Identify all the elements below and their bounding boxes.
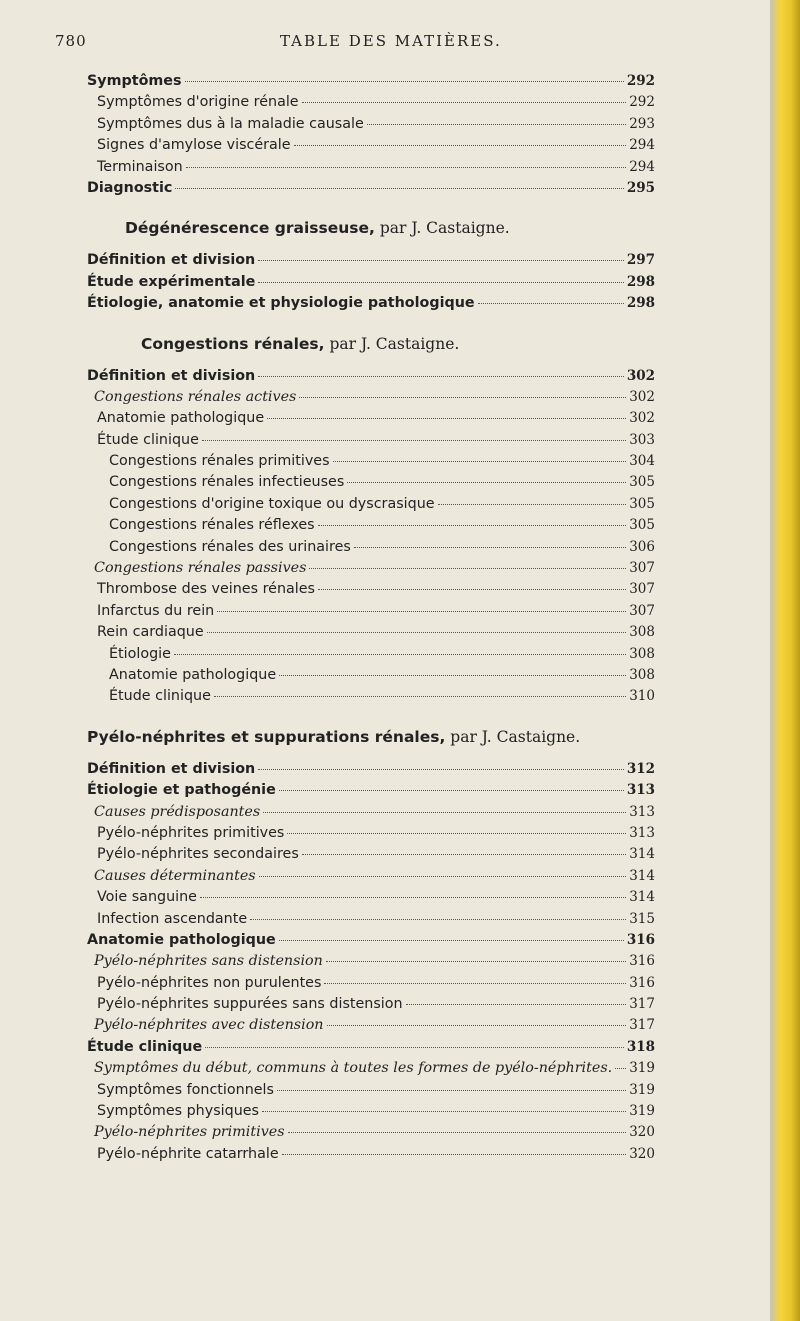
- toc-entry: [87, 825, 655, 846]
- toc-entry: [87, 804, 655, 825]
- toc-entry-label: Définition et division: [87, 367, 256, 384]
- toc-entry-page: 320: [629, 1124, 655, 1141]
- toc-entry-label: Anatomie pathologique: [109, 666, 277, 683]
- toc-entry: [87, 496, 655, 517]
- toc-entry-label: Anatomie pathologique: [87, 931, 276, 948]
- toc-entry-page: 298: [626, 295, 655, 312]
- toc-entry: [87, 1124, 655, 1145]
- toc-block-pyelonephrites: [87, 761, 655, 1167]
- toc-entry: [87, 1017, 655, 1038]
- toc-entry-page: 314: [629, 867, 655, 884]
- dot-leader: [174, 654, 626, 655]
- toc-entry: [87, 581, 655, 602]
- dot-leader: [354, 547, 626, 548]
- toc-entry-label: Étude clinique: [87, 1038, 203, 1055]
- dot-leader: [302, 854, 626, 855]
- toc-entry-label: Infarctus du rein: [97, 602, 215, 619]
- toc-entry: [87, 624, 655, 645]
- toc-entry-label: Pyélo-néphrites primitives: [97, 824, 285, 841]
- toc-entry-label: Congestions rénales actives: [94, 388, 297, 405]
- dot-leader: [279, 940, 624, 941]
- toc-entry-label: Pyélo-néphrites non purulentes: [97, 974, 322, 991]
- dot-leader: [200, 897, 626, 898]
- toc-entry: [87, 274, 655, 295]
- toc-entry-label: Congestions rénales des urinaires: [109, 538, 351, 555]
- toc-entry: [87, 646, 655, 667]
- toc-entry: [87, 94, 655, 115]
- toc-entry-label: Congestions rénales passives: [94, 560, 307, 577]
- toc-entry: [87, 889, 655, 910]
- dot-leader: [327, 1025, 627, 1026]
- section-title-text: Pyélo-néphrites et suppurations rénales,: [87, 727, 446, 746]
- toc-entry-label: Symptômes physiques: [97, 1103, 260, 1120]
- dot-leader: [205, 1047, 624, 1048]
- toc-entry-label: Pyélo-néphrite catarrhale: [97, 1145, 279, 1162]
- toc-entry: [87, 1039, 655, 1060]
- toc-entry-page: 294: [629, 137, 655, 154]
- toc-entry: [87, 159, 655, 180]
- toc-entry: [87, 295, 655, 316]
- toc-entry-page: 295: [626, 179, 655, 196]
- toc-entry-page: 308: [629, 624, 655, 641]
- toc-entry-label: Étiologie: [109, 645, 171, 662]
- toc-entry: [87, 603, 655, 624]
- dot-leader: [262, 1111, 626, 1112]
- toc-entry-label: Congestions rénales infectieuses: [109, 474, 345, 491]
- toc-entry: [87, 252, 655, 273]
- toc-entry-page: 316: [629, 953, 655, 970]
- dot-leader: [279, 675, 626, 676]
- toc-entry-label: Étiologie, anatomie et physiologie pathologique: [87, 295, 475, 312]
- toc-entry-label: Symptômes du début, communs à toutes les formes de pyélo-néphrites.: [94, 1060, 613, 1077]
- toc-entry-label: Rein cardiaque: [97, 624, 204, 641]
- toc-entry-page: 316: [629, 974, 655, 991]
- toc-entry-page: 307: [629, 602, 655, 619]
- toc-entry-page: 310: [629, 688, 655, 705]
- toc-entry-page: 317: [629, 996, 655, 1013]
- toc-entry-label: Congestions rénales primitives: [109, 453, 330, 470]
- toc-entry-label: Congestions rénales réflexes: [109, 517, 315, 534]
- toc-entry-page: 319: [629, 1060, 655, 1077]
- toc-block-symptomes: [87, 73, 655, 201]
- dot-leader: [258, 260, 624, 261]
- toc-entry-label: Causes prédisposantes: [94, 803, 261, 820]
- toc-entry-page: 305: [629, 474, 655, 491]
- dot-leader: [294, 145, 627, 146]
- toc-entry: [87, 517, 655, 538]
- toc-entry-page: 305: [629, 517, 655, 534]
- running-head: TABLE DES MATIÈRES.: [280, 32, 502, 50]
- toc-entry-label: Anatomie pathologique: [97, 410, 265, 427]
- toc-entry-label: Étude expérimentale: [87, 273, 256, 290]
- toc-entry-page: 314: [629, 889, 655, 906]
- toc-entry: [87, 180, 655, 201]
- toc-entry: [87, 1082, 655, 1103]
- toc-entry-page: 305: [629, 495, 655, 512]
- toc-entry-page: 306: [629, 538, 655, 555]
- toc-entry-label: Pyélo-néphrites suppurées sans distension: [97, 996, 403, 1013]
- toc-entry-page: 294: [629, 158, 655, 175]
- toc-entry-page: 318: [626, 1038, 655, 1055]
- toc-entry: [87, 761, 655, 782]
- toc-entry: [87, 389, 655, 410]
- dot-leader: [258, 282, 623, 283]
- toc-entry-page: 302: [626, 367, 655, 384]
- dot-leader: [302, 102, 627, 103]
- toc-entry-page: 313: [629, 803, 655, 820]
- toc-entry-label: Étiologie et pathogénie: [87, 782, 276, 799]
- dot-leader: [478, 303, 624, 304]
- toc-entry-label: Pyélo-néphrites avec distension: [94, 1017, 324, 1034]
- dot-leader: [282, 1154, 627, 1155]
- toc-entry-page: 312: [626, 760, 655, 777]
- dot-leader: [406, 1004, 627, 1005]
- toc-entry-label: Thrombose des veines rénales: [97, 581, 315, 598]
- toc-entry-page: 315: [629, 910, 655, 927]
- section-author: par J. Castaigne.: [374, 219, 510, 238]
- dot-leader: [175, 188, 623, 189]
- section-author: par J. Castaigne.: [324, 334, 460, 353]
- toc-entry-page: 303: [629, 431, 655, 448]
- dot-leader: [279, 790, 624, 791]
- page-number: 780: [55, 32, 87, 50]
- toc-entry-page: 316: [626, 931, 655, 948]
- dot-leader: [438, 504, 627, 505]
- toc-entry: [87, 667, 655, 688]
- page-header: [0, 32, 770, 52]
- toc-entry-page: 320: [629, 1145, 655, 1162]
- toc-entry: [87, 453, 655, 474]
- toc-entry-page: 292: [629, 94, 655, 111]
- toc-entry-label: Symptômes fonctionnels: [97, 1081, 274, 1098]
- dot-leader: [207, 632, 627, 633]
- dot-leader: [615, 1068, 626, 1069]
- toc-entry: [87, 911, 655, 932]
- toc-block-degenerescence: [87, 252, 655, 316]
- toc-entry: [87, 368, 655, 389]
- toc-entry: [87, 560, 655, 581]
- toc-entry-label: Signes d'amylose viscérale: [97, 137, 291, 154]
- toc-entry-label: Congestions d'origine toxique ou dyscrasique: [109, 495, 435, 512]
- dot-leader: [324, 983, 626, 984]
- toc-entry-page: 293: [629, 115, 655, 132]
- dot-leader: [333, 461, 627, 462]
- toc-entry: [87, 539, 655, 560]
- toc-entry-page: 307: [629, 581, 655, 598]
- dot-leader: [202, 440, 626, 441]
- toc-entry: [87, 410, 655, 431]
- toc-entry-label: Définition et division: [87, 252, 256, 269]
- dot-leader: [318, 525, 627, 526]
- toc-entry: [87, 1103, 655, 1124]
- toc-entry-page: 304: [629, 453, 655, 470]
- section-title-degenerescence: [87, 211, 655, 245]
- dot-leader: [250, 919, 626, 920]
- toc-entry-page: 314: [629, 846, 655, 863]
- toc-entry-label: Étude clinique: [97, 431, 199, 448]
- dot-leader: [214, 696, 626, 697]
- dot-leader: [259, 876, 627, 877]
- toc-entry-page: 317: [629, 1017, 655, 1034]
- toc-entry: [87, 953, 655, 974]
- toc-entry-page: 302: [629, 388, 655, 405]
- section-author: par J. Castaigne.: [445, 727, 581, 746]
- page-edge: [770, 0, 800, 1321]
- toc-block-congestions: [87, 368, 655, 710]
- toc-entry-page: 298: [626, 273, 655, 290]
- section-title-pyelonephrites: [87, 720, 655, 754]
- dot-leader: [288, 1132, 627, 1133]
- toc-entry-label: Causes déterminantes: [94, 867, 256, 884]
- toc-entry-page: 319: [629, 1103, 655, 1120]
- dot-leader: [287, 833, 626, 834]
- dot-leader: [258, 769, 624, 770]
- toc-entry: [87, 932, 655, 953]
- toc-entry-label: Symptômes d'origine rénale: [97, 94, 299, 111]
- toc-entry-page: 307: [629, 560, 655, 577]
- toc-entry: [87, 996, 655, 1017]
- section-title-text: Dégénérescence graisseuse,: [125, 219, 375, 238]
- toc-entry: [87, 116, 655, 137]
- toc-entry-page: 302: [629, 410, 655, 427]
- dot-leader: [185, 81, 624, 82]
- toc-entry: [87, 474, 655, 495]
- section-title-text: Congestions rénales,: [141, 334, 325, 353]
- dot-leader: [299, 397, 626, 398]
- toc-entry-label: Voie sanguine: [97, 889, 197, 906]
- toc-entry-label: Symptômes dus à la maladie causale: [97, 115, 364, 132]
- toc-entry-label: Définition et division: [87, 760, 256, 777]
- dot-leader: [326, 961, 626, 962]
- toc-entry: [87, 868, 655, 889]
- toc-entry-page: 308: [629, 645, 655, 662]
- dot-leader: [367, 124, 626, 125]
- toc-entry-page: 308: [629, 666, 655, 683]
- toc-entry-page: 313: [626, 782, 655, 799]
- dot-leader: [318, 589, 626, 590]
- dot-leader: [347, 482, 626, 483]
- table-of-contents: [87, 73, 655, 1167]
- toc-entry: [87, 73, 655, 94]
- dot-leader: [267, 418, 626, 419]
- toc-entry: [87, 782, 655, 803]
- toc-entry: [87, 137, 655, 158]
- toc-entry-label: Terminaison: [97, 158, 183, 175]
- toc-entry-label: Symptômes: [87, 73, 182, 89]
- dot-leader: [309, 568, 626, 569]
- toc-entry-page: 297: [626, 252, 655, 269]
- toc-entry: [87, 432, 655, 453]
- section-title-congestions: [87, 327, 655, 361]
- toc-entry-label: Diagnostic: [87, 179, 173, 196]
- toc-entry-page: 319: [629, 1081, 655, 1098]
- toc-entry-page: 292: [626, 73, 655, 89]
- toc-entry: [87, 1060, 655, 1081]
- toc-entry: [87, 688, 655, 709]
- dot-leader: [263, 812, 626, 813]
- toc-entry-label: Pyélo-néphrites sans distension: [94, 953, 323, 970]
- dot-leader: [277, 1090, 626, 1091]
- dot-leader: [258, 376, 624, 377]
- toc-entry: [87, 1146, 655, 1167]
- toc-entry: [87, 975, 655, 996]
- dot-leader: [186, 167, 627, 168]
- toc-entry-label: Pyélo-néphrites secondaires: [97, 846, 299, 863]
- toc-entry-page: 313: [629, 824, 655, 841]
- toc-entry-label: Étude clinique: [109, 688, 211, 705]
- toc-entry-label: Pyélo-néphrites primitives: [94, 1124, 285, 1141]
- toc-entry: [87, 846, 655, 867]
- dot-leader: [217, 611, 626, 612]
- toc-entry-label: Infection ascendante: [97, 910, 248, 927]
